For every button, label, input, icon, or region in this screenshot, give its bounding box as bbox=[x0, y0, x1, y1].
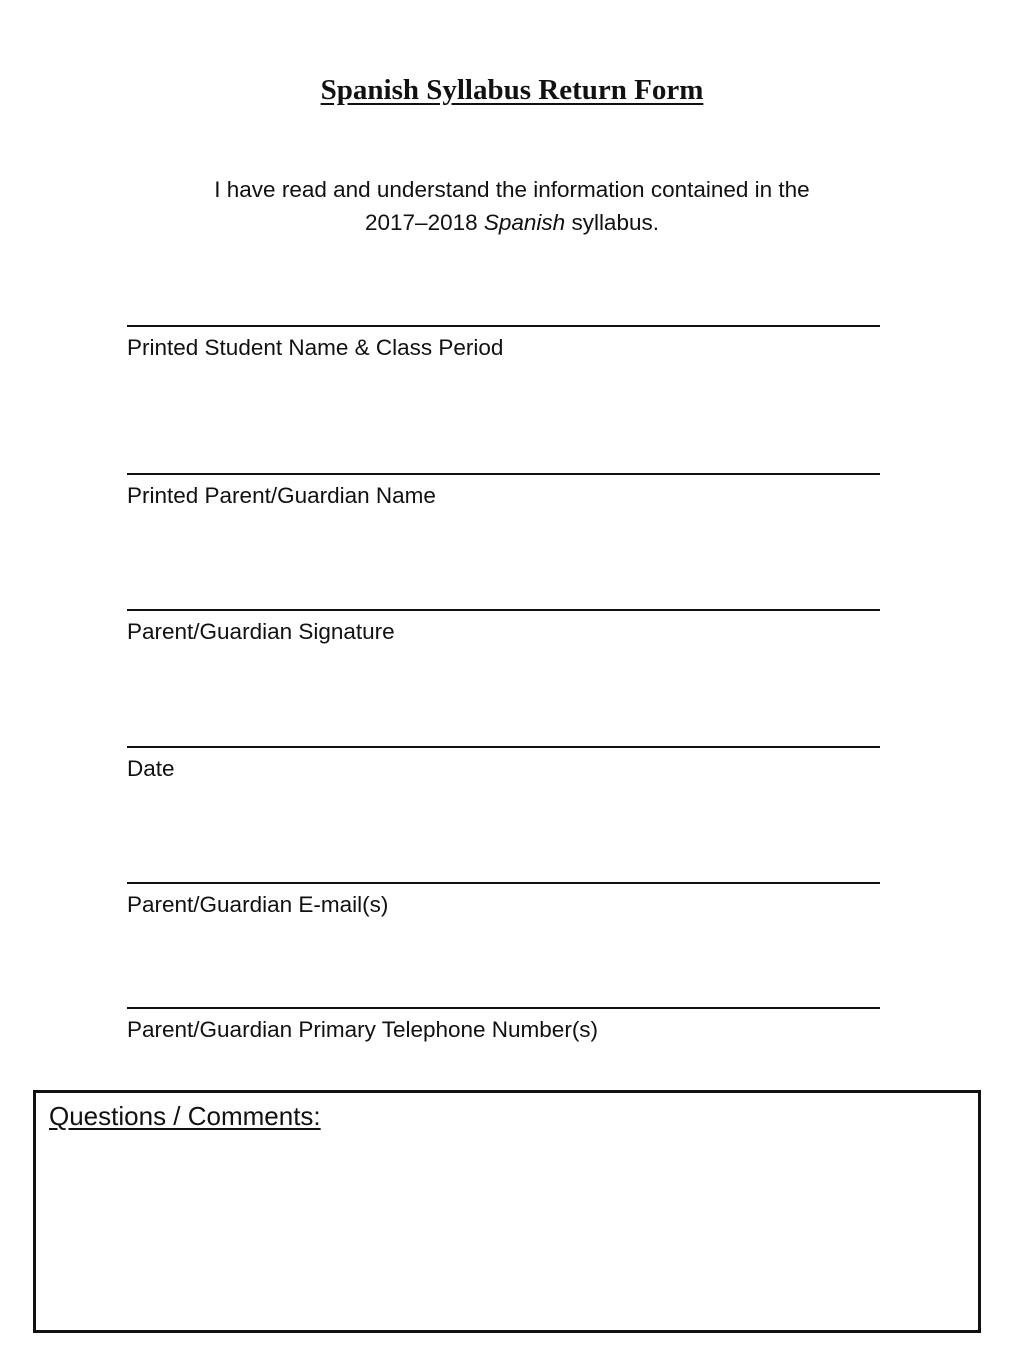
intro-line-2-italic: Spanish bbox=[483, 210, 566, 235]
field-label: Printed Student Name & Class Period bbox=[127, 335, 504, 360]
signature-line[interactable] bbox=[127, 1007, 880, 1009]
field-parent-email[interactable] bbox=[127, 882, 880, 920]
field-parent-signature[interactable] bbox=[127, 609, 880, 647]
signature-line[interactable] bbox=[127, 473, 880, 475]
field-label: Date bbox=[127, 756, 175, 781]
comments-title: Questions / Comments: bbox=[49, 1101, 321, 1131]
field-label: Parent/Guardian Primary Telephone Number(s) bbox=[127, 1017, 599, 1042]
signature-line[interactable] bbox=[127, 609, 880, 611]
signature-line[interactable] bbox=[127, 325, 880, 327]
field-date[interactable] bbox=[127, 746, 880, 784]
intro-line-2-prefix: 2017–2018 bbox=[365, 210, 484, 235]
signature-line[interactable] bbox=[127, 746, 880, 748]
field-label: Parent/Guardian E-mail(s) bbox=[127, 892, 389, 917]
signature-line[interactable] bbox=[127, 882, 880, 884]
intro-text bbox=[0, 173, 1024, 239]
field-student-name[interactable] bbox=[127, 325, 880, 363]
field-parent-name[interactable] bbox=[127, 473, 880, 511]
intro-line-2 bbox=[0, 206, 1024, 239]
field-label: Parent/Guardian Signature bbox=[127, 619, 395, 644]
field-parent-phone[interactable] bbox=[127, 1007, 880, 1045]
comments-box[interactable] bbox=[33, 1090, 981, 1333]
intro-line-2-suffix: syllabus. bbox=[565, 210, 659, 235]
form-title: Spanish Syllabus Return Form bbox=[320, 74, 704, 106]
intro-line-1: I have read and understand the information contained in the bbox=[214, 177, 810, 202]
field-label: Printed Parent/Guardian Name bbox=[127, 483, 436, 508]
